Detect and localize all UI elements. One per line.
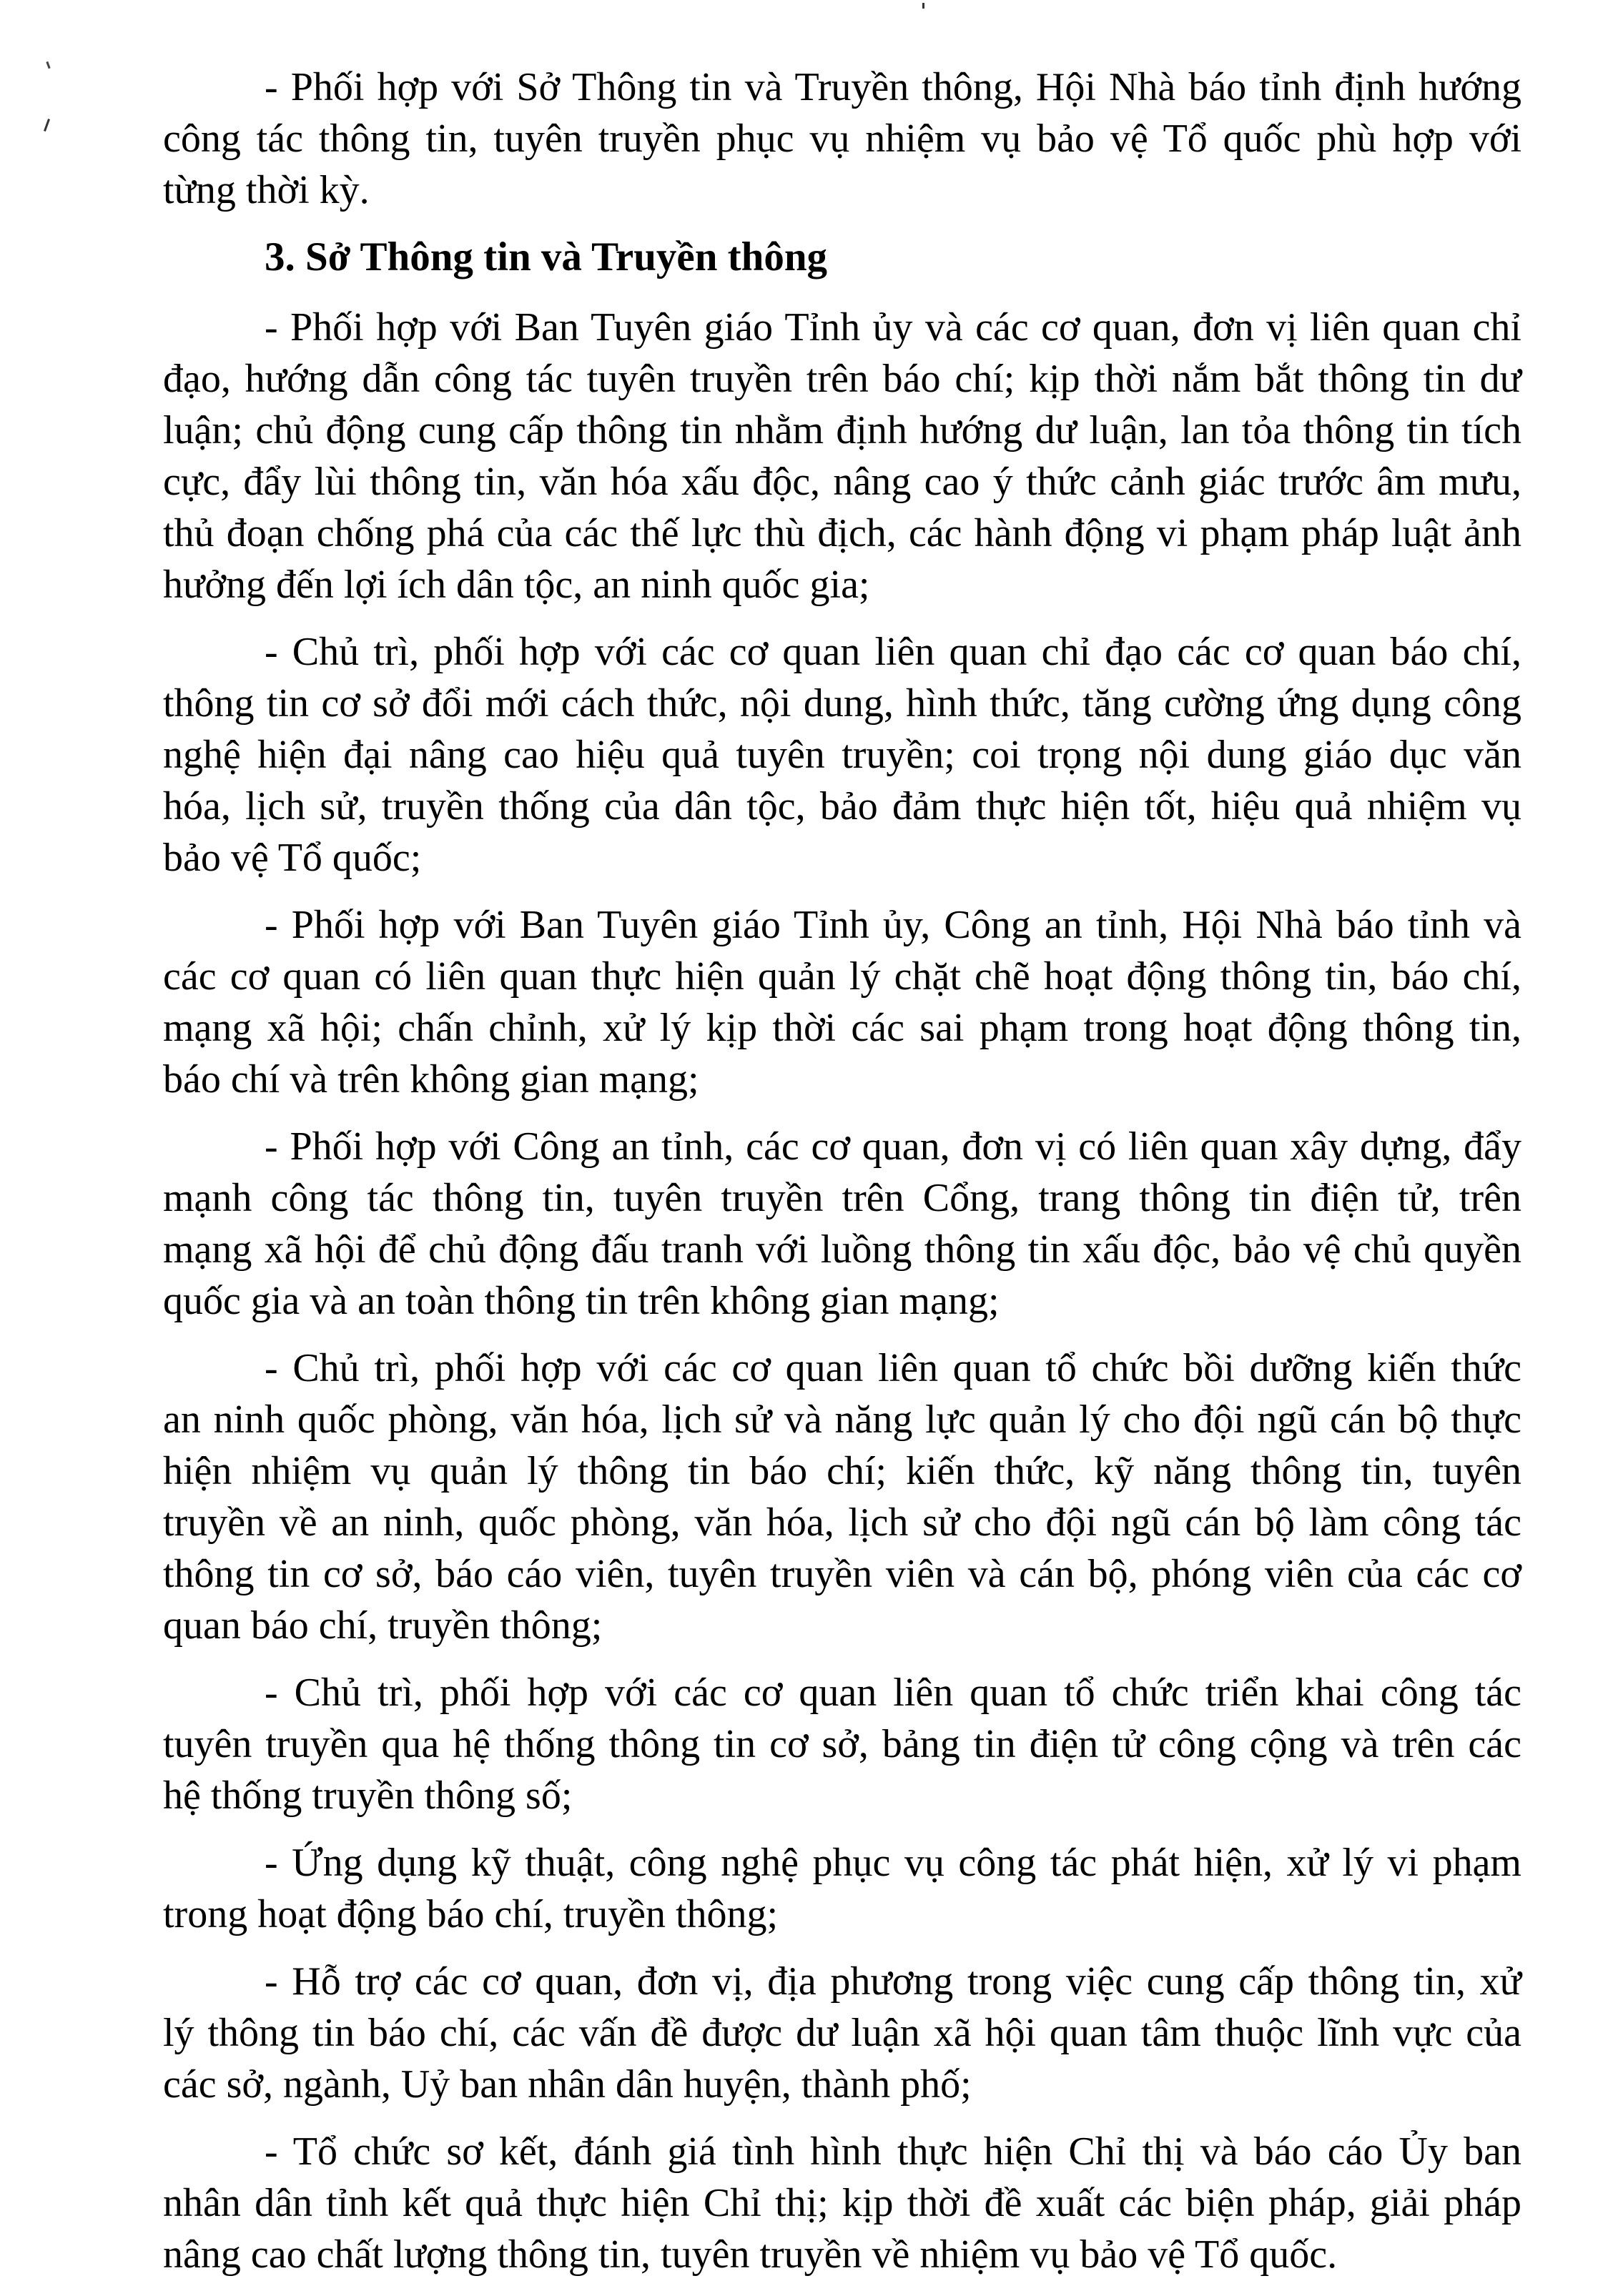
paragraph-line: quan báo chí, truyền thông;	[163, 1603, 603, 1648]
paragraph-line: mạng xã hội để chủ động đấu tranh với luồng thông tin xấu độc, bảo vệ chủ quyền	[163, 1227, 1521, 1272]
paragraph-line: - Phối hợp với Ban Tuyên giáo Tỉnh ủy và các cơ quan, đơn vị liên quan chỉ	[265, 305, 1521, 350]
paragraph-line: trong hoạt động báo chí, truyền thông;	[163, 1892, 779, 1936]
paragraph-line: - Phối hợp với Sở Thông tin và Truyền thông, Hội Nhà báo tỉnh định hướng	[265, 65, 1521, 109]
paragraph-line: luận; chủ động cung cấp thông tin nhằm định hướng dư luận, lan tỏa thông tin tích	[163, 408, 1521, 452]
paragraph-line: - Hỗ trợ các cơ quan, đơn vị, địa phương trong việc cung cấp thông tin, xử	[265, 1959, 1521, 2004]
paragraph-line: nâng cao chất lượng thông tin, tuyên truyền về nhiệm vụ bảo vệ Tổ quốc.	[163, 2232, 1338, 2277]
paragraph-line: - Ứng dụng kỹ thuật, công nghệ phục vụ công tác phát hiện, xử lý vi phạm	[265, 1841, 1521, 1885]
paragraph-line: - Tổ chức sơ kết, đánh giá tình hình thực hiện Chỉ thị và báo cáo Ủy ban	[265, 2129, 1521, 2174]
paragraph-line: - Phối hợp với Công an tỉnh, các cơ quan, đơn vị có liên quan xây dựng, đẩy	[265, 1124, 1521, 1169]
paragraph-line: - Chủ trì, phối hợp với các cơ quan liên quan chỉ đạo các cơ quan báo chí,	[265, 630, 1521, 674]
paragraph-line: các sở, ngành, Uỷ ban nhân dân huyện, thành phố;	[163, 2062, 972, 2107]
paragraph-line: đạo, hướng dẫn công tác tuyên truyền trên báo chí; kịp thời nắm bắt thông tin dư	[163, 357, 1521, 401]
paragraph-line: công tác thông tin, tuyên truyền phục vụ nhiệm vụ bảo vệ Tổ quốc phù hợp với	[163, 117, 1521, 161]
paragraph-line: thông tin cơ sở, báo cáo viên, tuyên truyền viên và cán bộ, phóng viên của các cơ	[163, 1552, 1521, 1596]
paragraph	[163, 61, 1521, 216]
paragraph	[163, 302, 1521, 610]
paragraph-line: báo chí và trên không gian mạng;	[163, 1057, 699, 1102]
paragraph-line: quốc gia và an toàn thông tin trên không gian mạng;	[163, 1279, 1000, 1323]
paragraph-line: từng thời kỳ.	[163, 168, 370, 212]
paragraph-line: truyền về an ninh, quốc phòng, văn hóa, lịch sử cho đội ngũ cán bộ làm công tác	[163, 1500, 1521, 1545]
paragraph-line: bảo vệ Tổ quốc;	[163, 836, 422, 880]
paragraph-line: thông tin cơ sở đổi mới cách thức, nội dung, hình thức, tăng cường ứng dụng công	[163, 681, 1521, 726]
paragraph-line: thủ đoạn chống phá của các thế lực thù địch, các hành động vi phạm pháp luật ảnh	[163, 511, 1521, 555]
paragraph-line: hiện nhiệm vụ quản lý thông tin báo chí; kiến thức, kỹ năng thông tin, tuyên	[163, 1449, 1521, 1493]
section-paragraphs	[163, 302, 1521, 2280]
paragraph	[163, 1956, 1521, 2110]
paragraph-line: các cơ quan có liên quan thực hiện quản lý chặt chẽ hoạt động thông tin, báo chí,	[163, 954, 1521, 999]
paragraph-line: hưởng đến lợi ích dân tộc, an ninh quốc gia;	[163, 563, 870, 607]
paragraph	[163, 1667, 1521, 1821]
paragraph-line: an ninh quốc phòng, văn hóa, lịch sử và năng lực quản lý cho đội ngũ cán bộ thực	[163, 1397, 1521, 1442]
paragraph-line: hệ thống truyền thông số;	[163, 1773, 573, 1818]
paragraph-line: hóa, lịch sử, truyền thống của dân tộc, bảo đảm thực hiện tốt, hiệu quả nhiệm vụ	[163, 784, 1521, 828]
paragraph	[163, 1342, 1521, 1651]
pre-heading-paragraphs	[163, 61, 1521, 216]
paragraph-line: - Phối hợp với Ban Tuyên giáo Tỉnh ủy, Công an tỉnh, Hội Nhà báo tỉnh và	[265, 903, 1521, 947]
scan-speck	[922, 3, 924, 9]
paragraph-line: cực, đẩy lùi thông tin, văn hóa xấu độc, nâng cao ý thức cảnh giác trước âm mưu,	[163, 460, 1521, 504]
paragraph	[163, 626, 1521, 884]
paragraph-line: nhân dân tỉnh kết quả thực hiện Chỉ thị; kịp thời đề xuất các biện pháp, giải pháp	[163, 2181, 1521, 2225]
paragraph-line: lý thông tin báo chí, các vấn đề được dư luận xã hội quan tâm thuộc lĩnh vực của	[163, 2011, 1521, 2055]
section-heading: 3. Sở Thông tin và Truyền thông	[265, 234, 828, 279]
paragraph-line: mạng xã hội; chấn chỉnh, xử lý kịp thời các sai phạm trong hoạt động thông tin,	[163, 1006, 1521, 1050]
paragraph	[163, 1121, 1521, 1327]
paragraph	[163, 2126, 1521, 2280]
paragraph-line: - Chủ trì, phối hợp với các cơ quan liên quan tổ chức bồi dưỡng kiến thức	[265, 1346, 1521, 1390]
scan-speck	[46, 61, 50, 69]
paragraph-line: tuyên truyền qua hệ thống thông tin cơ sở, bảng tin điện tử công cộng và trên các	[163, 1722, 1521, 1766]
paragraph	[163, 1837, 1521, 1940]
paragraph-line: nghệ hiện đại nâng cao hiệu quả tuyên truyền; coi trọng nội dung giáo dục văn	[163, 733, 1521, 777]
paragraph-line: - Chủ trì, phối hợp với các cơ quan liên quan tổ chức triển khai công tác	[265, 1671, 1521, 1715]
paragraph	[163, 899, 1521, 1105]
document-body	[163, 61, 1521, 2296]
scan-speck	[44, 119, 50, 132]
paragraph-line: mạnh công tác thông tin, tuyên truyền trên Cổng, trang thông tin điện tử, trên	[163, 1176, 1521, 1220]
